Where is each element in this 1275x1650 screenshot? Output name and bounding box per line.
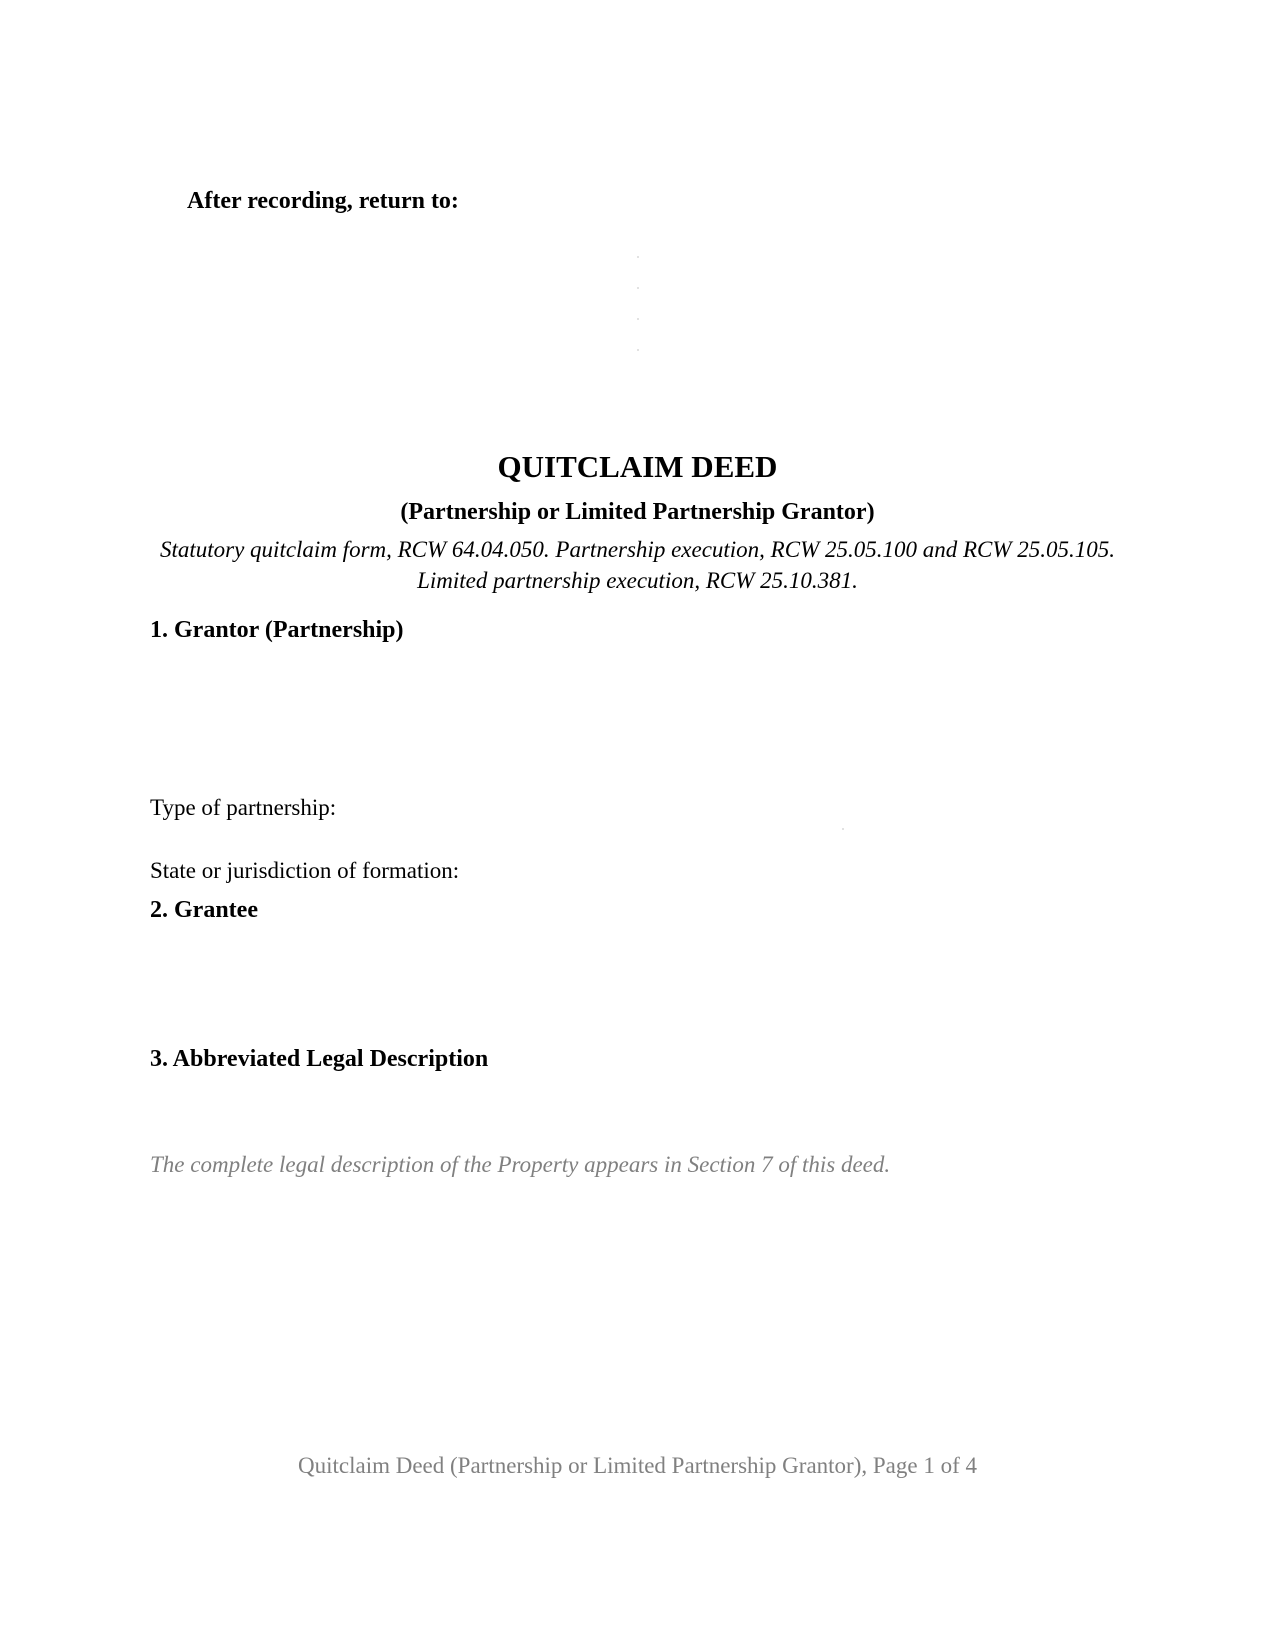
field-line-marker [842,828,844,830]
grantor-heading: 1. Grantor (Partnership) [150,617,404,643]
statute-note: Statutory quitclaim form, RCW 64.04.050. Partnership execution, RCW 25.05.100 and RCW 25.05.105. Limited partnership execution, RCW 25.10.381. [159,537,1116,593]
legal-description-heading: 3. Abbreviated Legal Description [150,1046,489,1072]
return-address-line-marker [637,256,639,258]
return-address-line-marker [637,287,639,289]
page-footer: Quitclaim Deed (Partnership or Limited Partnership Grantor), Page 1 of 4 [298,1453,977,1478]
partnership-type-label: Type of partnership: [150,795,337,820]
document-subtitle: (Partnership or Limited Partnership Grantor) [400,499,875,525]
grantee-heading: 2. Grantee [150,897,258,923]
jurisdiction-label: State or jurisdiction of formation: [150,858,460,883]
return-address-line-marker [637,349,639,351]
return-address-line-marker [637,318,639,320]
return-to-label: After recording, return to: [187,188,459,214]
document-title: QUITCLAIM DEED [497,449,778,484]
legal-description-note: The complete legal description of the Property appears in Section 7 of this deed. [150,1152,891,1177]
